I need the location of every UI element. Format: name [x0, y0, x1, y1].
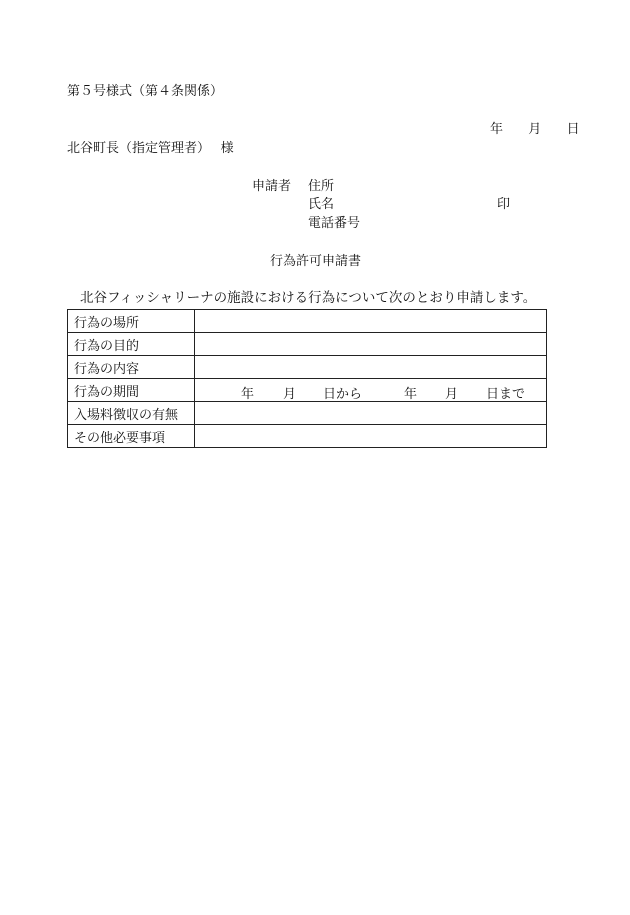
- row-label-purpose: 行為の目的: [68, 333, 195, 356]
- table-row: [68, 425, 547, 448]
- place-field[interactable]: [195, 310, 547, 333]
- table-row: [68, 356, 547, 379]
- address-label: 住所: [308, 179, 335, 194]
- table-row: [68, 379, 547, 402]
- table-row: [68, 333, 547, 356]
- table-row: [68, 402, 547, 425]
- period-start-year: 年: [241, 387, 255, 402]
- form-number: 第５号様式（第４条関係）: [67, 84, 224, 99]
- date-line: [490, 122, 580, 138]
- table-row: [68, 310, 547, 333]
- name-label: 氏名: [308, 197, 335, 212]
- row-label-fee: 入場料徴収の有無: [68, 402, 195, 425]
- row-label-place: 行為の場所: [68, 310, 195, 333]
- phone-label: 電話番号: [308, 216, 361, 231]
- addressee: 北谷町長（指定管理者） 様: [67, 141, 234, 156]
- intro-text: 北谷フィッシャリーナの施設における行為について次のとおり申請します。: [80, 290, 537, 306]
- period-field[interactable]: [195, 379, 547, 402]
- fee-field[interactable]: [195, 402, 547, 425]
- period-end-day: 日まで: [486, 387, 526, 402]
- row-label-period: 行為の期間: [68, 379, 195, 402]
- applicant-label: 申請者: [252, 179, 292, 194]
- application-table: [67, 309, 547, 448]
- content-field[interactable]: [195, 356, 547, 379]
- other-field[interactable]: [195, 425, 547, 448]
- period-end-year: 年: [404, 387, 418, 402]
- document-title: 行為許可申請書: [270, 254, 362, 269]
- purpose-field[interactable]: [195, 333, 547, 356]
- seal-mark: 印: [497, 197, 511, 212]
- date-month: 月: [528, 122, 542, 137]
- period-end-month: 月: [445, 387, 459, 402]
- date-day: 日: [566, 122, 580, 137]
- date-year: 年: [490, 122, 504, 137]
- row-label-other: その他必要事項: [68, 425, 195, 448]
- period-start-day: 日から: [323, 387, 363, 402]
- row-label-content: 行為の内容: [68, 356, 195, 379]
- period-start-month: 月: [283, 387, 297, 402]
